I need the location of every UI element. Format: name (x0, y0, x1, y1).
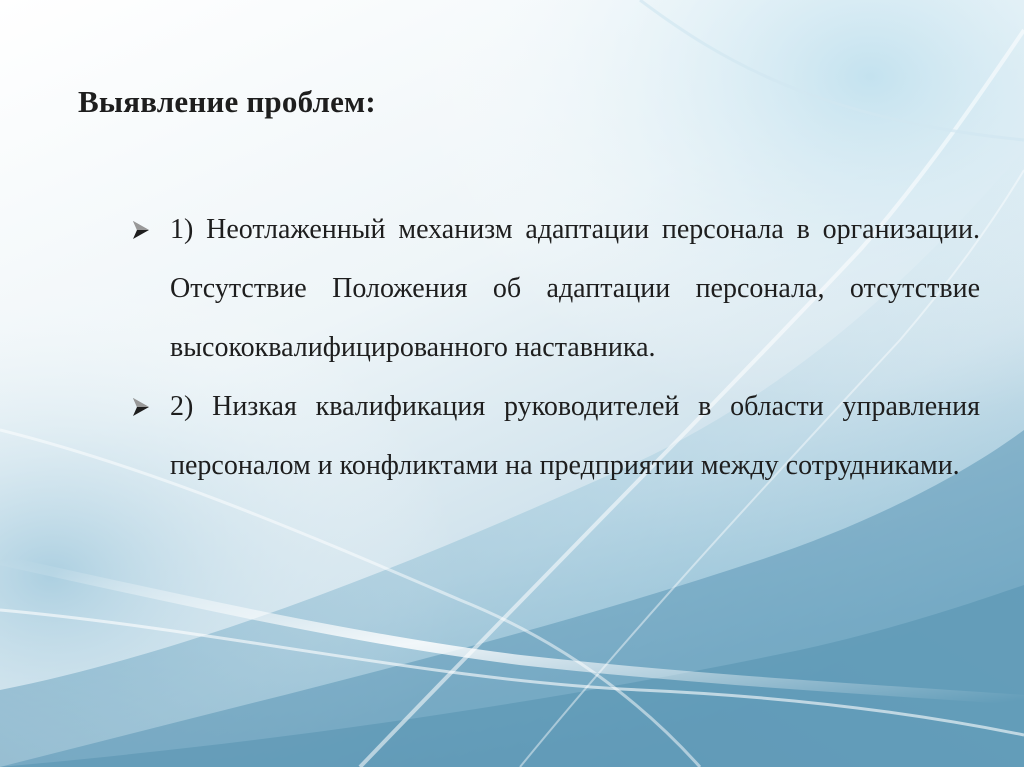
bullet-text: 1) Неотлаженный механизм адаптации персонала в организации. Отсутствие Положения об адаптации персонала, отсутствие высококвалифицированного наставника. (170, 214, 980, 363)
slide-title: Выявление проблем: (78, 84, 376, 119)
arrow-bullet-icon (130, 396, 152, 418)
list-item (130, 377, 980, 495)
arrow-bullet-icon (130, 219, 152, 241)
list-item (130, 200, 980, 377)
bullet-list (130, 200, 980, 495)
bullet-text: 2) Низкая квалификация руководителей в области управления персоналом и конфликтами на предприятии между сотрудниками. (170, 391, 980, 481)
